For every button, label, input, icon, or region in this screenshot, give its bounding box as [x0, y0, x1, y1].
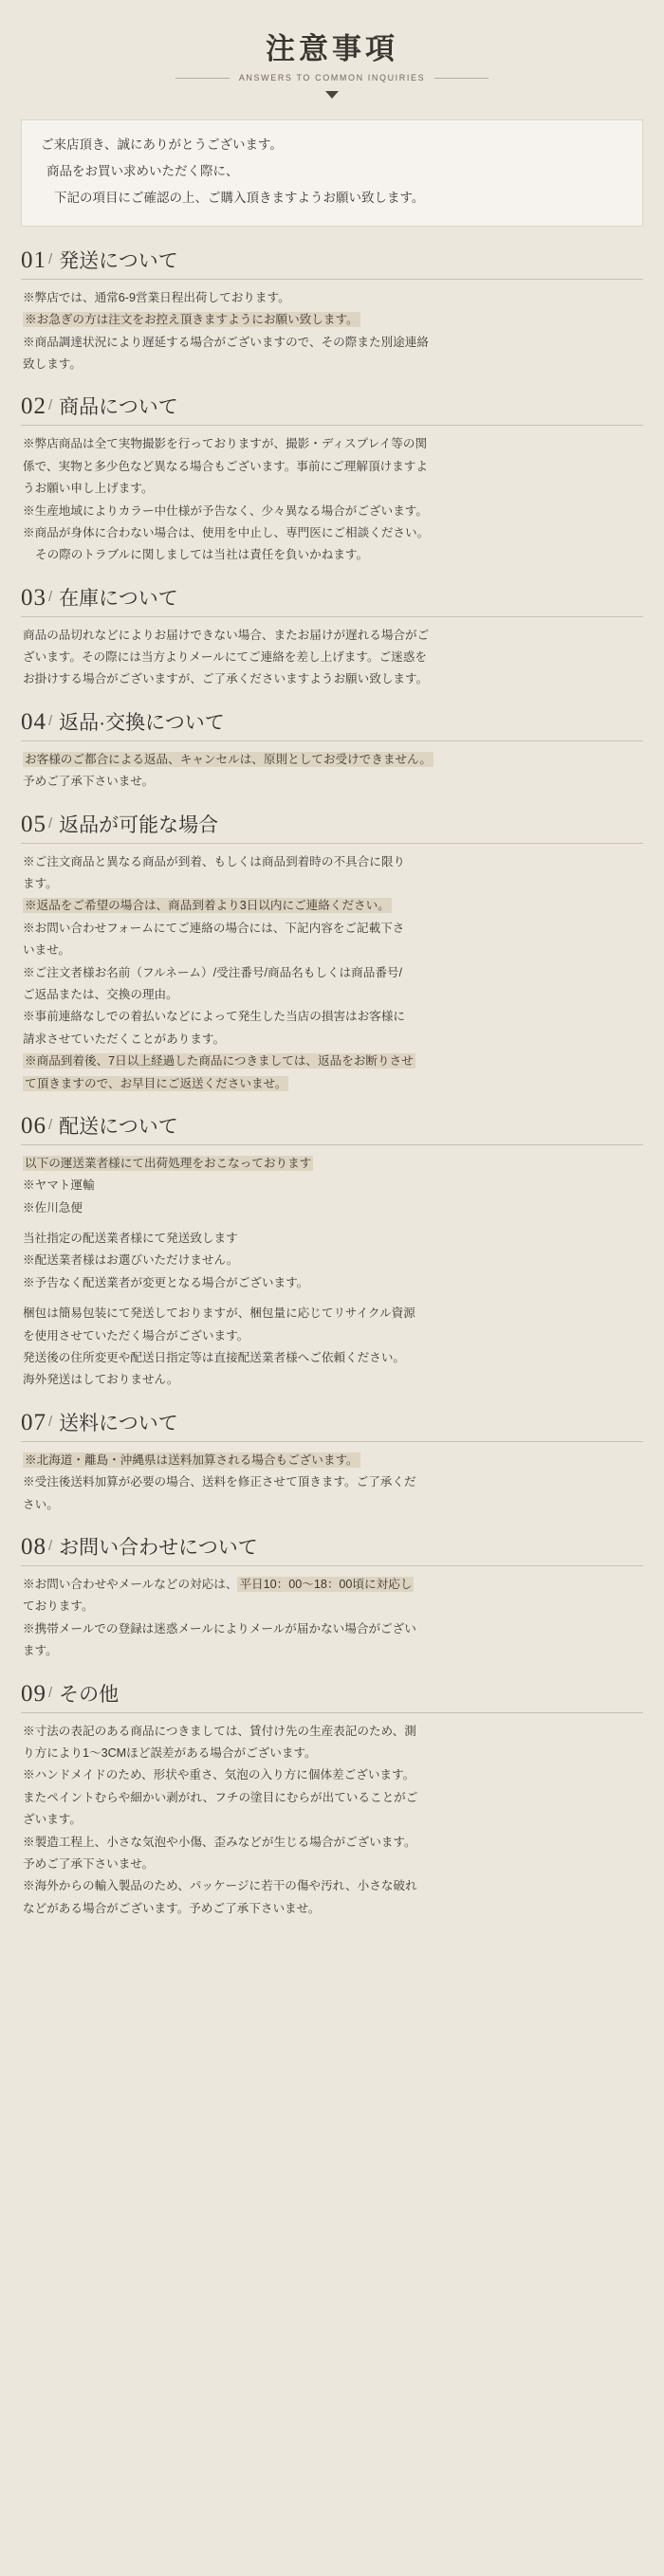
- section-title: 返品·交換について: [59, 711, 225, 734]
- section-08: [21, 1532, 643, 1673]
- section-line: 予めご了承下さいませ。: [23, 1856, 155, 1871]
- section-heading: [21, 810, 643, 844]
- section-title: その他: [59, 1683, 120, 1706]
- section-slash: /: [48, 814, 53, 831]
- section-line: ※ヤマト運輸: [23, 1178, 95, 1193]
- divider-line-right: [434, 78, 489, 79]
- page-subtitle: ANSWERS TO COMMON INQUIRIES: [238, 73, 426, 82]
- section-04: [21, 707, 643, 804]
- section-line: ※携帯メールでの登録は迷惑メールによりメールが届かない場合がござい: [23, 1621, 416, 1635]
- section-line: 係で、実物と多少色など異なる場合もございます。事前にご理解頂けますよ: [23, 459, 428, 473]
- intro-line-2: 商品をお買い求めいただく際に、: [46, 163, 239, 178]
- section-line: ※海外からの輸入製品のため、パッケージに若干の傷や汚れ、小さな破れ: [23, 1879, 417, 1893]
- section-line: またペイントむらや細かい剥がれ、フチの塗目にむらが出ていることがご: [23, 1790, 418, 1804]
- section-line: ※予告なく配送業者が変更となる場合がございます。: [23, 1275, 309, 1289]
- section-slash: /: [48, 1684, 53, 1701]
- section-line: ※弊店では、通常6-9営業日程出荷しております。: [23, 290, 290, 304]
- section-line: さい。: [23, 1497, 59, 1511]
- section-line: 発送後の住所変更や配送日指定等は直接配送業者様へご依頼ください。: [23, 1351, 405, 1365]
- section-line: ※ハンドメイドのため、形状や重さ、気泡の入り方に個体差ございます。: [23, 1768, 415, 1782]
- section-heading: [21, 1408, 643, 1442]
- highlighted-text: ※北海道・離島・沖縄県は送料加算される場合もございます。: [25, 1452, 359, 1467]
- section-line: [23, 1451, 641, 1470]
- section-line: [23, 1154, 641, 1173]
- section-07: [21, 1408, 643, 1526]
- highlighted-text: ※返品をご希望の場合は、商品到着より3日以内にご連絡ください。: [25, 899, 390, 913]
- section-line: ※ご注文商品と異なる商品が到着、もしくは商品到着時の不具合に限り: [23, 854, 405, 868]
- section-line: ※配送業者様はお選びいただけません。: [23, 1253, 239, 1268]
- section-heading: [21, 583, 643, 617]
- section-heading: [21, 1679, 643, 1713]
- section-number: 04: [21, 708, 46, 735]
- section-line: お掛けする場合がございますが、ご了承くださいますようお願い致します。: [23, 672, 429, 686]
- section-title: 発送について: [59, 249, 178, 272]
- section-number: 01: [21, 247, 46, 273]
- section-title: お問い合わせについて: [59, 1537, 258, 1559]
- section-line: 海外発送はしておりません。: [23, 1373, 179, 1387]
- highlighted-text: 平日10：00～18：00頃に対応し: [239, 1578, 413, 1591]
- section-line: ※商品が身体に合わない場合は、使用を中止し、専門医にご相談ください。: [23, 525, 430, 539]
- page-header: [0, 0, 664, 108]
- section-line: [23, 1051, 641, 1070]
- section-03: [21, 583, 643, 702]
- caret-down-icon: [325, 91, 339, 99]
- section-line: ※生産地域によりカラー中仕様が予告なく、少々異なる場合がございます。: [23, 503, 428, 518]
- section-title: 送料について: [59, 1412, 178, 1434]
- section-line: ※寸法の表記のある商品につきましては、賃付け先の生産表記のため、測: [23, 1724, 416, 1738]
- section-title: 商品について: [59, 396, 178, 419]
- section-title: 在庫について: [59, 587, 178, 610]
- section-heading: [21, 392, 643, 426]
- intro-box: [21, 119, 643, 227]
- intro-line-1: ご来店頂き、誠にありがとうございます。: [41, 137, 283, 152]
- section-line: ご返品または、交換の理由。: [23, 987, 178, 1001]
- section-line: ※佐川急便: [23, 1200, 83, 1215]
- section-slash: /: [48, 250, 53, 267]
- section-line: ※商品調達状況により遅延する場合がございますので、その際また別途連絡: [23, 335, 429, 349]
- section-line: ※受注後送料加算が必要の場合、送料を修正させて頂きます。ご了承くだ: [23, 1475, 416, 1489]
- section-line: 梱包は簡易包装にて発送しておりますが、梱包量に応じてリサイクル資源: [23, 1306, 415, 1321]
- section-06: [21, 1111, 643, 1402]
- section-heading: [21, 1111, 643, 1145]
- section-number: 03: [21, 584, 46, 611]
- highlighted-text: ※お急ぎの方は注文をお控え頂きますようにお願い致します。: [25, 313, 359, 327]
- section-line: その際のトラブルに関しましては当社は責任を負いかねます。: [35, 548, 369, 562]
- section-number: 07: [21, 1409, 46, 1435]
- section-heading: [21, 707, 643, 741]
- section-line: [23, 750, 641, 769]
- section-slash: /: [48, 712, 53, 729]
- page-title: 注意事項: [266, 32, 398, 65]
- section-body: [21, 288, 643, 387]
- section-line: いませ。: [23, 943, 70, 958]
- section-line: うお願い申し上げます。: [23, 482, 154, 496]
- section-line: [23, 1074, 641, 1093]
- section-line: [23, 896, 641, 915]
- section-slash: /: [48, 588, 53, 605]
- section-line: ております。: [23, 1599, 94, 1614]
- section-line: ます。: [23, 877, 58, 891]
- section-slash: /: [48, 1413, 53, 1430]
- section-body: [21, 626, 643, 702]
- section-line: ざいます。その際には当方よりメールにてご連絡を差し上げます。ご迷惑を: [23, 650, 427, 665]
- section-title: 配送について: [59, 1115, 178, 1138]
- section-line: [23, 310, 641, 329]
- section-line: ※お問い合わせフォームにてご連絡の場合には、下記内容をご記載下さ: [23, 921, 405, 935]
- title-divider: [175, 73, 489, 82]
- section-number: 02: [21, 393, 46, 420]
- sections-container: [0, 246, 664, 1930]
- section-number: 05: [21, 811, 46, 837]
- section-body: [21, 1575, 643, 1673]
- section-line: ます。: [23, 1644, 58, 1658]
- intro-line-3: 下記の項目にご確認の上、ご購入頂きますようお願い致します。: [54, 190, 425, 205]
- section-line: り方により1～3CMほど誤差がある場合がございます。: [23, 1745, 317, 1760]
- section-line: ※弊店商品は全て実物撮影を行っておりますが、撮影・ディスプレイ等の関: [23, 437, 428, 451]
- section-heading: [21, 1532, 643, 1566]
- section-09: [21, 1679, 643, 1931]
- highlighted-text: お客様のご都合による返品、キャンセルは、原則としてお受けできません。: [25, 752, 432, 766]
- section-05: [21, 810, 643, 1105]
- section-number: 09: [21, 1680, 46, 1707]
- section-line: ざいます。: [23, 1813, 82, 1827]
- divider-line-left: [175, 78, 230, 79]
- section-line: 当社指定の配送業者様にて発送致します: [23, 1232, 238, 1246]
- section-slash: /: [48, 397, 53, 414]
- section-line: などがある場合がございます。予めご了承下さいませ。: [23, 1901, 321, 1915]
- section-line: ※お問い合わせやメールなどの対応は、 平日10：00～18：00頃に対応し: [23, 1578, 413, 1591]
- section-line: ※事前連絡なしでの着払いなどによって発生した当店の損害はお客様に: [23, 1010, 405, 1024]
- section-body: [21, 1154, 643, 1402]
- section-line: ※ご注文者様お名前（フルネーム）/受注番号/商品名もしくは商品番号/: [23, 965, 403, 979]
- highlighted-text: 以下の運送業者様にて出荷処理をおこなっております: [25, 1156, 312, 1170]
- highlighted-text: ※商品到着後、7日以上経過した商品につきましては、返品をお断りさせ: [25, 1054, 414, 1069]
- section-number: 08: [21, 1534, 46, 1560]
- highlighted-text: て頂きますので、お早目にご返送くださいませ。: [25, 1076, 287, 1090]
- section-02: [21, 392, 643, 576]
- section-body: [21, 1451, 643, 1526]
- section-line: 予めご了承下さいませ。: [23, 775, 155, 789]
- section-line: 請求させていただくことがあります。: [23, 1032, 226, 1046]
- section-line: 致します。: [23, 356, 82, 371]
- section-slash: /: [48, 1116, 53, 1133]
- section-line: を使用させていただく場合がございます。: [23, 1328, 249, 1343]
- section-slash: /: [48, 1538, 53, 1554]
- section-body: [21, 750, 643, 804]
- section-heading: [21, 246, 643, 280]
- section-01: [21, 246, 643, 387]
- section-body: [21, 434, 643, 576]
- section-body: [21, 1722, 643, 1931]
- section-line: ※製造工程上、小さな気泡や小傷、歪みなどが生じる場合がございます。: [23, 1835, 416, 1849]
- section-line: 商品の品切れなどによりお届けできない場合、またお届けが遅れる場合がご: [23, 628, 430, 642]
- section-body: [21, 852, 643, 1105]
- section-number: 06: [21, 1112, 46, 1139]
- section-title: 返品が可能な場合: [59, 813, 219, 836]
